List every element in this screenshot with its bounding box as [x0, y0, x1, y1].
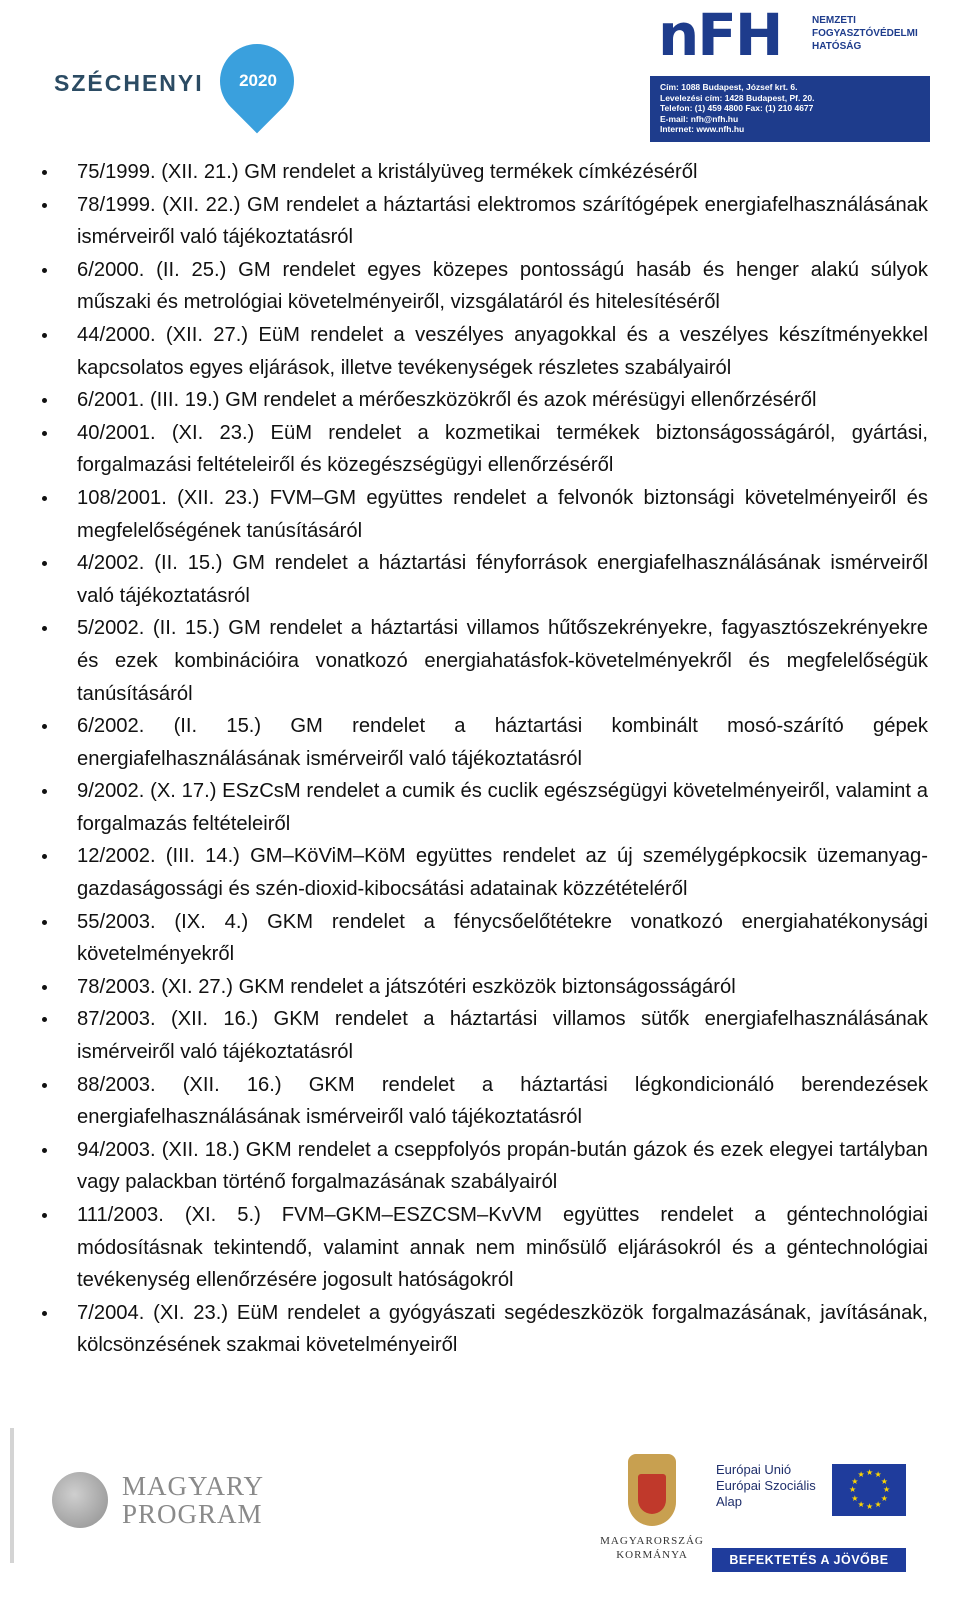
eu-star-icon: ★	[866, 1502, 874, 1511]
eu-star-icon: ★	[857, 1470, 865, 1480]
nfh-name	[812, 14, 936, 53]
page-header	[0, 0, 960, 160]
eu-line: Európai Unió	[716, 1462, 792, 1477]
magyary-line: MAGYARY	[122, 1471, 265, 1501]
eu-line: Alap	[716, 1494, 743, 1509]
list-item: 7/2004. (XI. 23.) EüM rendelet a gyógyászati segédeszközök forgalmazásának, javításának, kölcsönzésének szakmai követelményeiről	[36, 1297, 928, 1362]
page-footer	[0, 1428, 960, 1617]
magyary-program-logo	[52, 1466, 272, 1536]
eu-star-icon: ★	[880, 1493, 888, 1503]
regulation-list-section	[36, 156, 928, 1362]
list-item: 6/2000. (II. 25.) GM rendelet egyes közepes pontosságú hasáb és henger alakú súlyok műszaki és metrológiai követelményeiről, vizsgálatáról és hitelesítéséről	[36, 254, 928, 319]
nfh-name-line: HATÓSÁG	[812, 41, 862, 52]
magyarorszag-kormanya-logo	[596, 1448, 708, 1572]
nfh-logo-block	[650, 0, 940, 142]
magyary-program-text	[122, 1472, 264, 1528]
list-item: 87/2003. (XII. 16.) GKM rendelet a háztartási villamos sütők energiafelhasználásának ismérveiről való tájékoztatásról	[36, 1003, 928, 1068]
eu-star-icon: ★	[851, 1493, 859, 1503]
kormany-text	[596, 1534, 708, 1562]
eu-flag-icon	[832, 1464, 906, 1516]
list-item: 6/2001. (III. 19.) GM rendelet a mérőeszközökről és azok mérésügyi ellenőrzéséről	[36, 384, 928, 417]
eu-star-icon: ★	[851, 1476, 859, 1486]
eu-star-icon: ★	[857, 1499, 865, 1509]
program-line: PROGRAM	[122, 1499, 263, 1529]
nfh-address: Cím: 1088 Budapest, József krt. 6.	[660, 82, 798, 92]
eu-star-icon: ★	[880, 1476, 888, 1486]
eu-banner: BEFEKTETÉS A JÖVŐBE	[712, 1548, 906, 1572]
list-item: 111/2003. (XI. 5.) FVM–GKM–ESZCSM–KvVM együttes rendelet a géntechnológiai módosításnak tekintendő, valamint annak nem minősülő eljárásokról és a géntechnológiai tevékenység ellenőrzésére jogosult hatóságokról	[36, 1199, 928, 1297]
footer-divider	[10, 1428, 14, 1563]
eu-star-icon: ★	[883, 1485, 891, 1494]
list-item: 12/2002. (III. 14.) GM–KöViM–KöM együttes rendelet az új személygépkocsik üzemanyag-gazdaságossági és szén-dioxid-kibocsátási adatainak közzétételéről	[36, 840, 928, 905]
list-item: 40/2001. (XI. 23.) EüM rendelet a kozmetikai termékek biztonságosságáról, gyártási, forgalmazási feltételeiről és közegészségügyi ellenőrzéséről	[36, 417, 928, 482]
eu-star-icon: ★	[874, 1470, 882, 1480]
eu-star-icon: ★	[874, 1499, 882, 1509]
list-item: 94/2003. (XII. 18.) GKM rendelet a cseppfolyós propán-bután gázok és ezek elegyei tartályban vagy palackban történő forgalmazásának szabályairól	[36, 1134, 928, 1199]
list-item: 55/2003. (IX. 4.) GKM rendelet a fénycsőelőtétekre vonatkozó energiahatékonysági követelményekről	[36, 906, 928, 971]
list-item: 44/2000. (XII. 27.) EüM rendelet a veszélyes anyagokkal és a veszélyes készítményekkel kapcsolatos egyes eljárások, illetve tevékenységek részletes szabályairól	[36, 319, 928, 384]
szechenyi-year: 2020	[239, 71, 277, 90]
list-item: 9/2002. (X. 17.) ESzCsM rendelet a cumik és cuclik egészségügyi követelményeiről, valamint a forgalmazás feltételeiről	[36, 775, 928, 840]
list-item: 108/2001. (XII. 23.) FVM–GM együttes rendelet a felvonók biztonsági követelményeiről és megfelelőségének tanúsításáról	[36, 482, 928, 547]
list-item: 88/2003. (XII. 16.) GKM rendelet a háztartási légkondicionáló berendezések energiafelhasználásának ismérveiről való tájékoztatásról	[36, 1069, 928, 1134]
eu-line: Európai Szociális	[716, 1478, 816, 1493]
list-item: 6/2002. (II. 15.) GM rendelet a háztartási kombinált mosó-szárító gépek energiafelhasználásának ismérveiről való tájékoztatásról	[36, 710, 928, 775]
szechenyi-2020-logo	[20, 44, 320, 156]
eu-fund-logo	[712, 1456, 908, 1574]
nfh-postal-address: Levelezési cím: 1428 Budapest, Pf. 20.	[660, 92, 815, 103]
eu-star-icon: ★	[849, 1485, 857, 1494]
eu-star-icon: ★	[866, 1468, 874, 1477]
nfh-email: E-mail: nfh@nfh.hu	[660, 113, 739, 124]
nfh-logo: nFH	[658, 1, 782, 69]
nfh-contact-box	[650, 76, 930, 142]
szechenyi-title: SZÉCHENYI	[54, 70, 204, 96]
list-item: 78/1999. (XII. 22.) GM rendelet a háztartási elektromos szárítógépek energiafelhasználásának ismérveiről való tájékoztatásról	[36, 189, 928, 254]
nfh-phone: Telefon: (1) 459 4800 Fax: (1) 210 4677	[660, 103, 814, 113]
list-item: 5/2002. (II. 15.) GM rendelet a háztartási villamos hűtőszekrényekre, fagyasztószekrényekre és ezek kombinációira vonatkozó energiahatásfok-követelményekről és megfelelőségük tanúsításáról	[36, 612, 928, 710]
list-item: 75/1999. (XII. 21.) GM rendelet a kristályüveg termékek címkézéséről	[36, 156, 928, 189]
regulation-list	[36, 156, 928, 1362]
nfh-name-line: NEMZETI	[812, 15, 856, 26]
coat-of-arms-icon	[628, 1454, 676, 1526]
kormany-line: KORMÁNYA	[616, 1549, 688, 1561]
list-item: 4/2002. (II. 15.) GM rendelet a háztartási fényforrások energiafelhasználásának ismérveiről való tájékoztatásról	[36, 547, 928, 612]
nfh-website: Internet: www.nfh.hu	[660, 124, 745, 134]
portrait-emblem-icon	[52, 1472, 108, 1528]
nfh-name-line: FOGYASZTÓVÉDELMI	[812, 28, 918, 39]
kormany-line: MAGYARORSZÁG	[600, 1535, 704, 1547]
eu-fund-text	[716, 1462, 816, 1510]
list-item: 78/2003. (XI. 27.) GKM rendelet a játszótéri eszközök biztonságosságáról	[36, 971, 928, 1004]
